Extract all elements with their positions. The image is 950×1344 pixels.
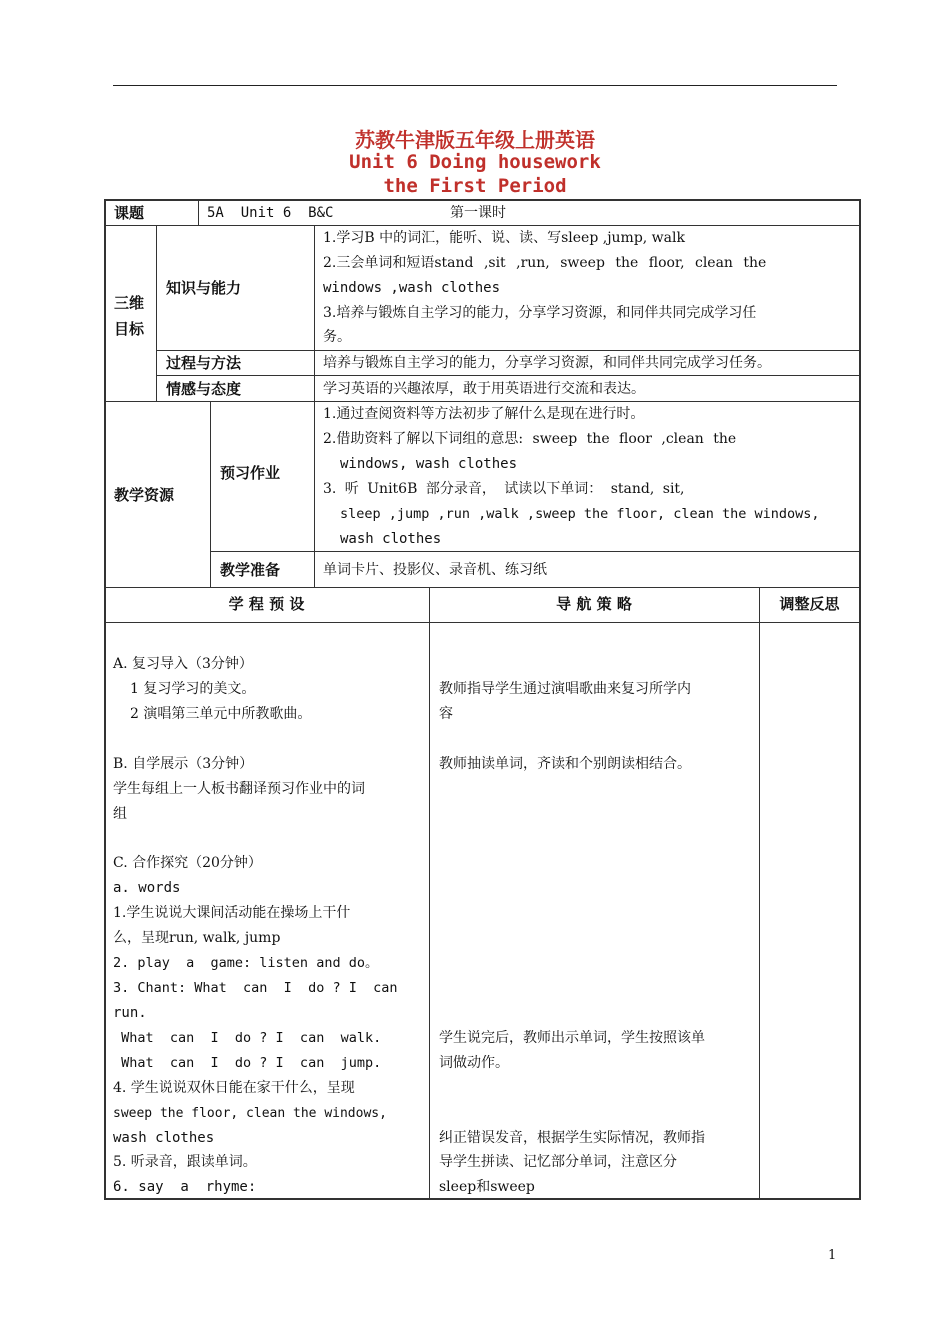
preview-line-6: wash clothes (340, 531, 442, 547)
page-number: 1 (828, 1248, 837, 1263)
header-rule (113, 85, 837, 86)
prep-text: 单词卡片、投影仪、录音机、练习纸 (323, 562, 547, 578)
section-b-heading: B. 自学展示（3分钟） (113, 756, 254, 772)
preview-line-2: 2.借助资料了解以下词组的意思: sweep the floor ,clean the (323, 431, 737, 447)
plan-header-student: 学 程 预 设 (228, 595, 305, 613)
attitude-label: 情感与态度 (166, 380, 242, 398)
preview-label: 预习作业 (220, 464, 281, 482)
strategy-line-8: sleep和sweep (439, 1179, 535, 1195)
knowledge-line-2: 2.三会单词和短语stand ,sit ,run, sweep the floor, clean the (323, 255, 767, 271)
section-c-heading: C. 合作探究（20分钟） (113, 855, 262, 871)
section-c-line-10: sweep the floor, clean the windows, (113, 1106, 387, 1121)
subject-value: 5A Unit 6 B&C (207, 205, 334, 221)
doc-subtitle-period: the First Period (383, 175, 567, 197)
preview-line-4: 3. 听 Unit6B 部分录音， 试读以下单词： stand, sit, (323, 481, 685, 497)
preview-line-3: windows, wash clothes (340, 456, 518, 472)
knowledge-line-3: windows ,wash clothes (323, 280, 501, 296)
section-c-line-5: 3. Chant: What can I do ? I can (113, 980, 398, 996)
knowledge-label: 知识与能力 (166, 279, 242, 297)
knowledge-line-1: 1.学习B 中的词汇，能听、说、读、写sleep ,jump, walk (323, 230, 685, 246)
strategy-line-2: 容 (439, 706, 453, 722)
section-c-line-12: 5. 听录音，跟读单词。 (113, 1154, 257, 1170)
strategy-line-5: 词做动作。 (439, 1055, 509, 1071)
section-c-line-3: 么，呈现run, walk, jump (113, 930, 281, 946)
strategy-line-3: 教师抽读单词，齐读和个别朗读相结合。 (439, 756, 691, 772)
section-c-line-8: What can I do ? I can jump. (113, 1055, 382, 1071)
section-c-line-7: What can I do ? I can walk. (113, 1030, 382, 1046)
prep-label: 教学准备 (220, 561, 281, 579)
section-a-item-1: 1 复习学习的美文。 (130, 681, 256, 697)
section-b-line-1: 学生每组上一人板书翻译预习作业中的词 (113, 781, 365, 797)
section-a-heading: A. 复习导入（3分钟） (113, 656, 253, 672)
subject-label: 课题 (114, 204, 145, 222)
doc-title: 苏教牛津版五年级上册英语 (355, 128, 595, 152)
preview-line-5: sleep ,jump ,run ,walk ,sweep the floor, clean the windows, (340, 506, 820, 522)
plan-header-reflection: 调整反思 (779, 595, 840, 613)
goals-label: 三维目标 (114, 294, 145, 338)
section-c-line-13: 6. say a rhyme: (113, 1179, 257, 1195)
section-a-item-2: 2 演唱第三单元中所教歌曲。 (130, 706, 312, 722)
section-c-line-11: wash clothes (113, 1130, 215, 1146)
section-c-line-9: 4. 学生说说双休日能在家干什么，呈现 (113, 1080, 355, 1096)
strategy-line-4: 学生说完后，教师出示单词，学生按照该单 (439, 1030, 705, 1046)
attitude-text: 学习英语的兴趣浓厚，敢于用英语进行交流和表达。 (323, 381, 645, 397)
section-c-line-6: run. (113, 1005, 147, 1021)
doc-subtitle-unit: Unit 6 Doing housework (349, 151, 601, 173)
strategy-line-7: 导学生拼读、记忆部分单词，注意区分 (439, 1154, 677, 1170)
section-b-line-2: 组 (113, 806, 127, 822)
strategy-line-1: 教师指导学生通过演唱歌曲来复习所学内 (439, 681, 691, 697)
section-c-line-4: 2. play a game: listen and do。 (113, 955, 379, 971)
resources-label: 教学资源 (114, 486, 175, 504)
plan-header-teacher: 导 航 策 略 (556, 595, 632, 613)
strategy-line-6: 纠正错误发音，根据学生实际情况，教师指 (439, 1130, 705, 1146)
preview-line-1: 1.通过查阅资料等方法初步了解什么是现在进行时。 (323, 406, 645, 422)
knowledge-line-5: 务。 (323, 329, 351, 345)
process-label: 过程与方法 (166, 354, 242, 372)
period-label: 第一课时 (450, 205, 506, 221)
knowledge-line-4: 3.培养与锻炼自主学习的能力，分享学习资源，和同伴共同完成学习任 (323, 305, 757, 321)
section-c-line-1: a. words (113, 880, 181, 896)
process-text: 培养与锻炼自主学习的能力，分享学习资源，和同伴共同完成学习任务。 (323, 355, 771, 371)
section-c-line-2: 1.学生说说大课间活动能在操场上干什 (113, 905, 351, 921)
